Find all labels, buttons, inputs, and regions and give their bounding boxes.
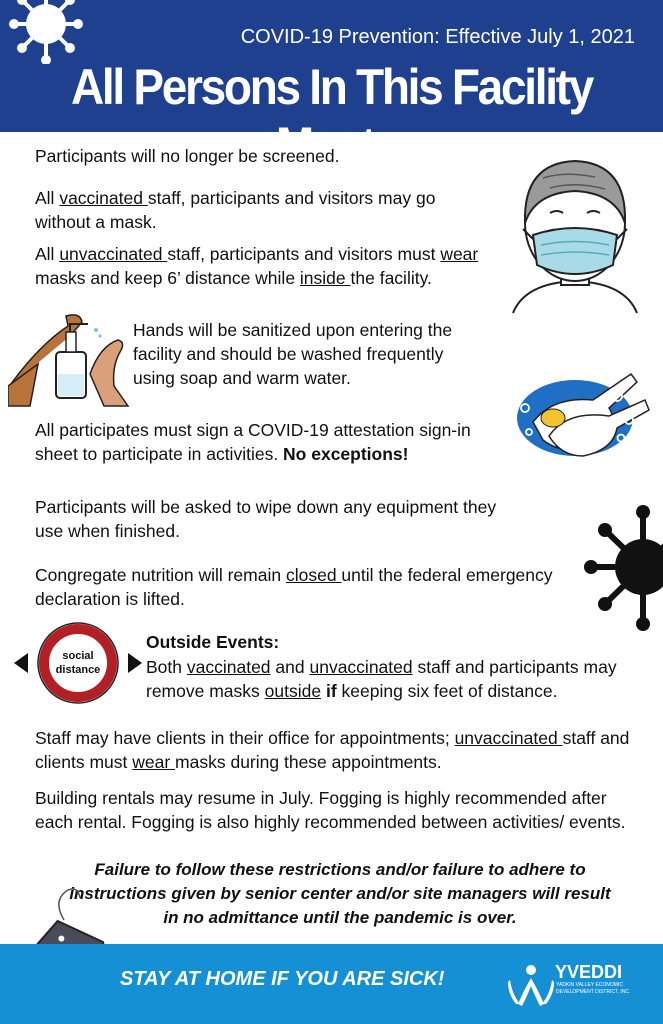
rule-hands: Hands will be sanitized upon entering the facility and should be washed frequently using soap and warm water.	[133, 320, 453, 388]
hand-sanitizer-illustration	[8, 306, 130, 410]
social-distance-sign	[14, 621, 142, 705]
hand-washing-illustration	[513, 360, 653, 462]
rule-building-rentals: Building rentals may resume in July. Fogging is highly recommended after each rental. Fogging is also highly recommended between activities/ events.	[35, 788, 626, 832]
rule-screening: Participants will no longer be screened.	[35, 146, 340, 166]
rule-outside-events: Both vaccinated and unvaccinated staff and participants may remove masks outside if keeping six feet of distance.	[146, 657, 617, 701]
virus-icon	[6, 0, 86, 64]
outside-events-title: Outside Events:	[146, 632, 280, 652]
rule-staff-appointments: Staff may have clients in their office for appointments; unvaccinated staff and clients must wear masks during these appointments.	[35, 728, 630, 772]
rule-attestation: All participates must sign a COVID-19 attestation sign-in sheet to participate in activities. No exceptions!	[35, 420, 471, 464]
rule-vaccinated: All vaccinated staff, participants and visitors may go without a mask.	[35, 188, 436, 232]
virus-icon-black	[573, 502, 663, 632]
masked-face-illustration	[505, 143, 645, 318]
footer-banner	[0, 944, 663, 1024]
page-title: All Persons In This Facility Must:	[71, 59, 592, 173]
sign-text-line2: distance	[55, 664, 101, 676]
header-subtitle: COVID-19 Prevention: Effective July 1, 2021	[240, 26, 635, 48]
sign-text-line1: social	[62, 650, 94, 662]
rule-wipe-equipment: Participants will be asked to wipe down any equipment they use when finished.	[35, 497, 497, 541]
yveddi-logo-icon	[508, 960, 554, 1008]
footer-message: STAY AT HOME IF YOU ARE SICK!	[120, 968, 445, 990]
warning-text: Failure to follow these restrictions and/or failure to adhere to instructions given by senior center and/or site managers will result in no admittance until the pandemic is over.	[69, 860, 611, 927]
rule-congregate-nutrition: Congregate nutrition will remain closed until the federal emergency declaration is lifted.	[35, 565, 553, 609]
rule-unvaccinated: All unvaccinated staff, participants and visitors must wear masks and keep 6’ distance while inside the facility.	[35, 244, 479, 288]
yveddi-logo-text: YVEDDI	[555, 962, 623, 982]
yveddi-logo-subtitle: YADKIN VALLEY ECONOMIC DEVELOPMENT DISTRICT, INC.	[556, 982, 631, 995]
